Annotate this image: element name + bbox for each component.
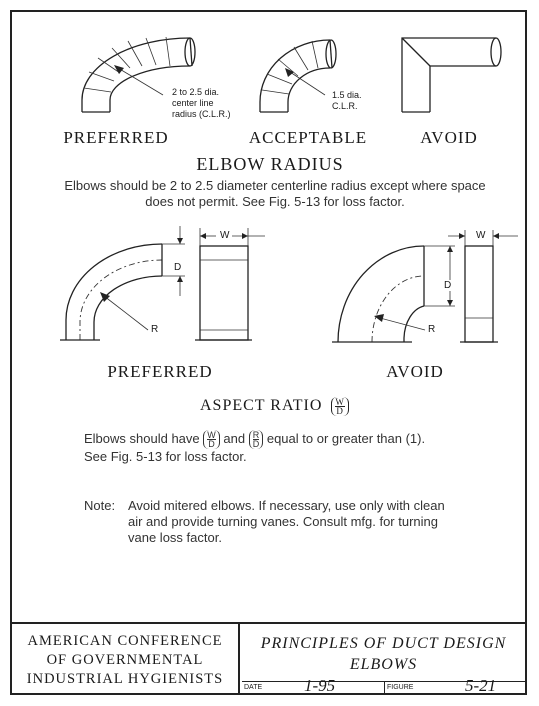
note-line3: vane loss factor. [128, 530, 222, 545]
fraction-r-over-d [249, 430, 264, 449]
fraction-denominator: D [252, 439, 260, 449]
rect-elbow-preferred-drawing [60, 226, 265, 340]
fraction-w-over-d [203, 430, 220, 449]
fraction-denominator: D [208, 439, 215, 449]
title-block [12, 622, 525, 695]
figure-caption: FIGURE [387, 684, 414, 691]
label-avoid-top: AVOID [420, 128, 478, 147]
heading-aspect-ratio [200, 397, 360, 416]
fraction-denominator: D [336, 406, 344, 416]
elbow-radius-description: Elbows should be 2 to 2.5 diameter centerline radius except where space does not permit. See Fig. 5-13 for loss factor. [64, 178, 486, 209]
note-prefix: Note: [84, 498, 116, 513]
fraction-numerator: R [252, 430, 260, 440]
aspect-text-and: and [223, 430, 246, 446]
aspect-ratio-description [84, 430, 504, 465]
label-avoid-middle: AVOID [386, 362, 444, 381]
date-cell [242, 676, 385, 695]
note-line2: air and provide turning vanes. Consult mfg. for turning [128, 514, 439, 529]
aspect-text-part2: equal to or greater than (1). [266, 430, 426, 446]
label-preferred-top: PREFERRED [63, 128, 169, 147]
aspect-text-line2: See Fig. 5-13 for loss factor. [84, 449, 247, 464]
label-preferred-middle: PREFERRED [107, 362, 213, 381]
heading-elbow-radius: ELBOW RADIUS [196, 154, 344, 174]
elbow-mitered-drawing [402, 38, 501, 112]
dim-d-avoid: D [444, 280, 452, 291]
callout-acceptable-line2: C.L.R. [332, 101, 358, 111]
figure-value: 5-21 [465, 676, 497, 695]
callout-acceptable-line1: 1.5 dia. [332, 90, 362, 100]
document-title [242, 624, 525, 682]
callout-acceptable-clr [332, 90, 362, 112]
callout-preferred-line3: radius (C.L.R.) [172, 109, 231, 119]
note-block [84, 498, 504, 546]
callout-preferred-line1: 2 to 2.5 dia. [172, 87, 220, 97]
elbow-acceptable-drawing [260, 40, 336, 112]
figure-cell [385, 676, 525, 695]
fraction-w-over-d-heading [331, 397, 349, 416]
callout-preferred-clr [172, 87, 231, 120]
dim-r-preferred: R [151, 324, 159, 335]
dim-r-avoid: R [428, 324, 436, 335]
organization-name [12, 624, 240, 695]
doc-title: PRINCIPLES OF DUCT DESIGN [260, 635, 507, 652]
heading-aspect-ratio-text: ASPECT RATIO [200, 397, 323, 415]
org-line3: INDUSTRIAL HYGIENISTS [26, 671, 224, 687]
dim-w-preferred: W [220, 230, 230, 241]
dim-d-preferred: D [174, 262, 182, 273]
date-value: 1-95 [304, 676, 336, 695]
org-line2: OF GOVERNMENTAL [46, 652, 204, 668]
note-line1: Avoid mitered elbows. If necessary, use only with clean [128, 498, 445, 513]
dim-w-avoid: W [476, 230, 486, 241]
doc-subtitle: ELBOWS [349, 656, 418, 673]
aspect-text-part1: Elbows should have [84, 430, 200, 446]
org-line1: AMERICAN CONFERENCE [27, 633, 223, 649]
rect-elbow-avoid-drawing [332, 230, 518, 342]
fraction-numerator: W [335, 397, 345, 407]
label-acceptable: ACCEPTABLE [248, 128, 368, 147]
date-caption: DATE [244, 684, 263, 691]
fraction-numerator: W [207, 430, 216, 440]
callout-preferred-line2: center line [172, 98, 214, 108]
